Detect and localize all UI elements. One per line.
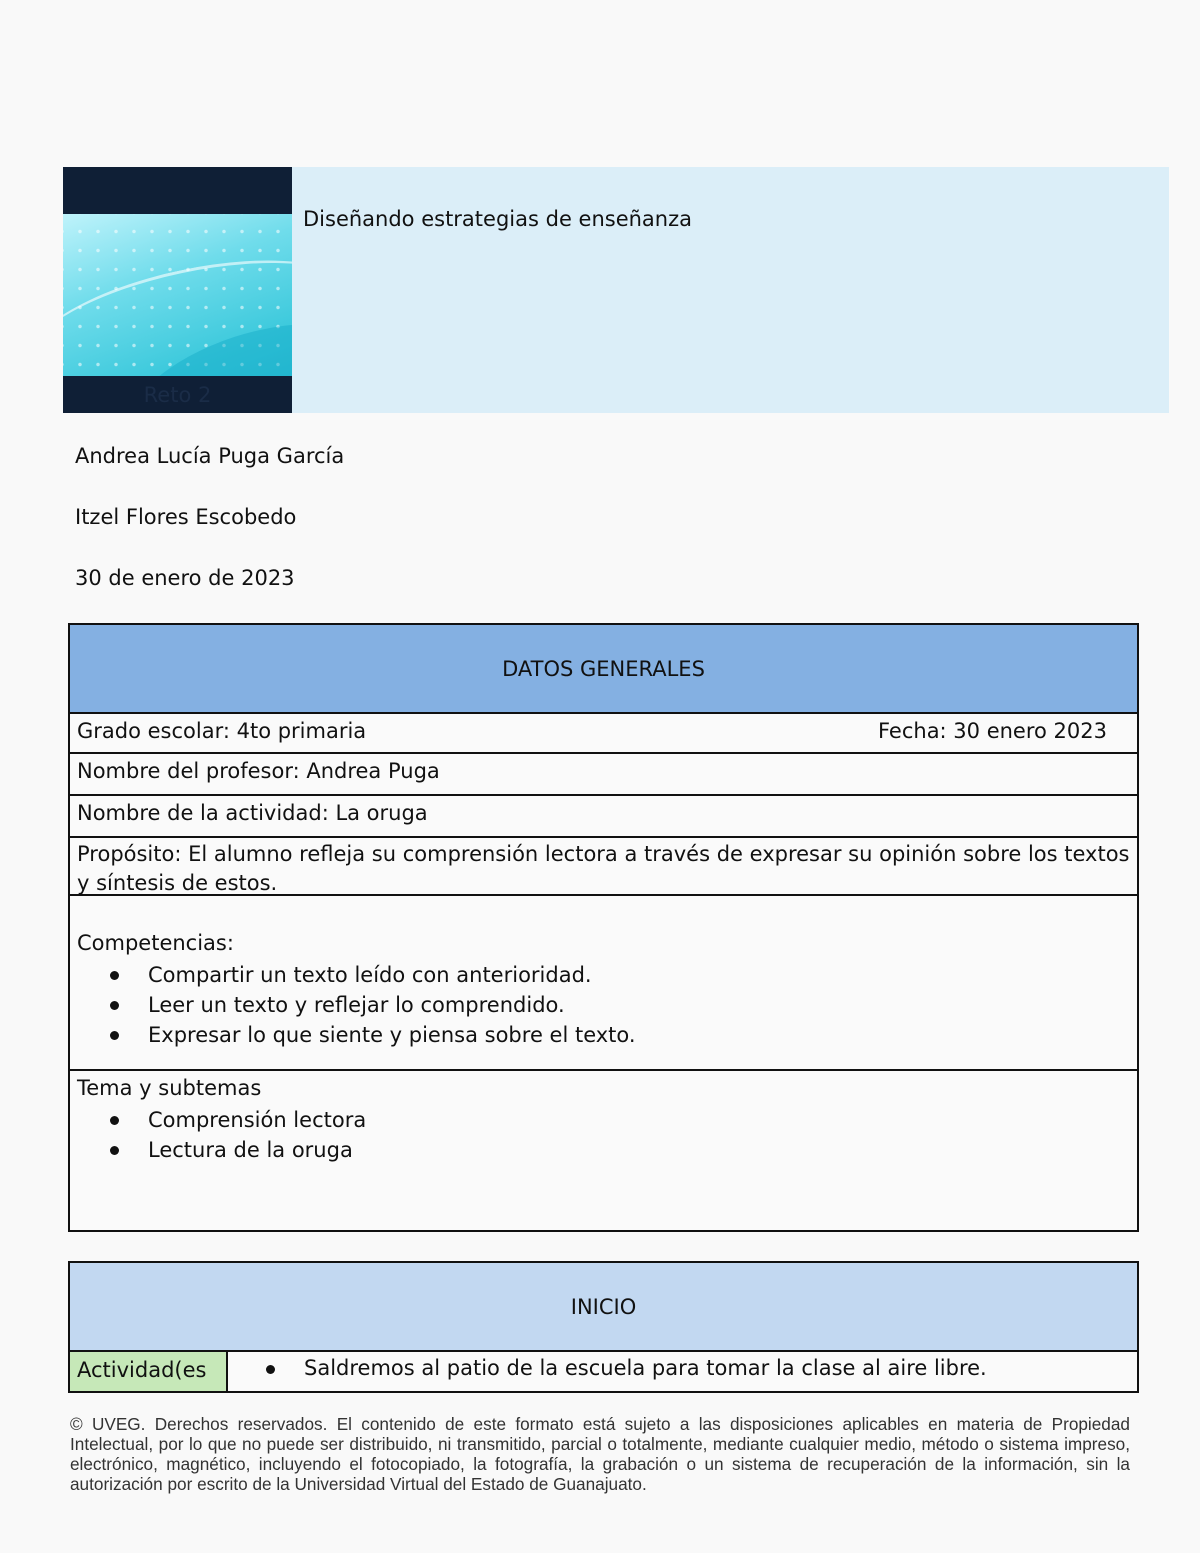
- datos-generales-table: [68, 623, 1139, 1232]
- list-item: Expresar lo que siente y piensa sobre el texto.: [110, 1020, 1137, 1050]
- competencias-row: [70, 894, 1137, 1069]
- inicio-heading: INICIO: [570, 1294, 637, 1319]
- banner-image: [63, 167, 292, 413]
- document-date: 30 de enero de 2023: [75, 566, 295, 590]
- document-title: Diseñando estrategias de enseñanza: [303, 207, 693, 231]
- student-name: Andrea Lucía Puga García: [75, 444, 345, 468]
- actividad-label: Actividad(es: [70, 1352, 228, 1391]
- header-banner: [63, 167, 1169, 413]
- tema-label: Tema y subtemas: [77, 1076, 262, 1100]
- banner-decorative-art: [63, 214, 292, 376]
- grado-escolar: Grado escolar: 4to primaria: [77, 719, 367, 743]
- list-item: Saldremos al patio de la escuela para tomar la clase al aire libre.: [266, 1352, 1137, 1385]
- actividad-row: [70, 1350, 1137, 1391]
- competencias-label: Competencias:: [77, 931, 234, 955]
- actividad-row: [70, 794, 1137, 836]
- grado-row: [70, 712, 1137, 752]
- datos-generales-heading: DATOS GENERALES: [502, 656, 705, 681]
- reto-label: Reto 2: [143, 383, 212, 407]
- teacher-name: Itzel Flores Escobedo: [75, 505, 297, 529]
- tema-row: [70, 1069, 1137, 1230]
- list-item: Comprensión lectora: [110, 1105, 1137, 1135]
- datos-generales-header: [70, 625, 1137, 712]
- actividades-list: [228, 1352, 1137, 1391]
- competencias-list: [70, 960, 1137, 1050]
- list-item: Lectura de la oruga: [110, 1135, 1137, 1165]
- fecha: Fecha: 30 enero 2023: [877, 719, 1107, 743]
- proposito: Propósito: El alumno refleja su comprensión lectora a través de expresar su opinión sobre los textos y síntesis de estos.: [77, 842, 1130, 895]
- inicio-header: [70, 1263, 1137, 1350]
- profesor-row: [70, 752, 1137, 794]
- nombre-profesor: Nombre del profesor: Andrea Puga: [77, 759, 440, 783]
- nombre-actividad: Nombre de la actividad: La oruga: [77, 801, 428, 825]
- list-item: Leer un texto y reflejar lo comprendido.: [110, 990, 1137, 1020]
- temas-list: [70, 1105, 1137, 1165]
- copyright-notice: © UVEG. Derechos reservados. El contenido de este formato está sujeto a las disposiciones aplicables en materia de Propiedad Intelectual, por lo que no puede ser distribuido, ni transmitido, parcial o totalmente, mediante cualquier medio, método o sistema impreso, electrónico, magnético, incluyendo el fotocopiado, la fotografía, la grabación o un sistema de recuperación de la información, sin la autorización por escrito de la Universidad Virtual del Estado de Guanajuato.: [70, 1414, 1130, 1494]
- inicio-table: [68, 1261, 1139, 1393]
- list-item: Compartir un texto leído con anterioridad.: [110, 960, 1137, 990]
- proposito-row: [70, 836, 1137, 894]
